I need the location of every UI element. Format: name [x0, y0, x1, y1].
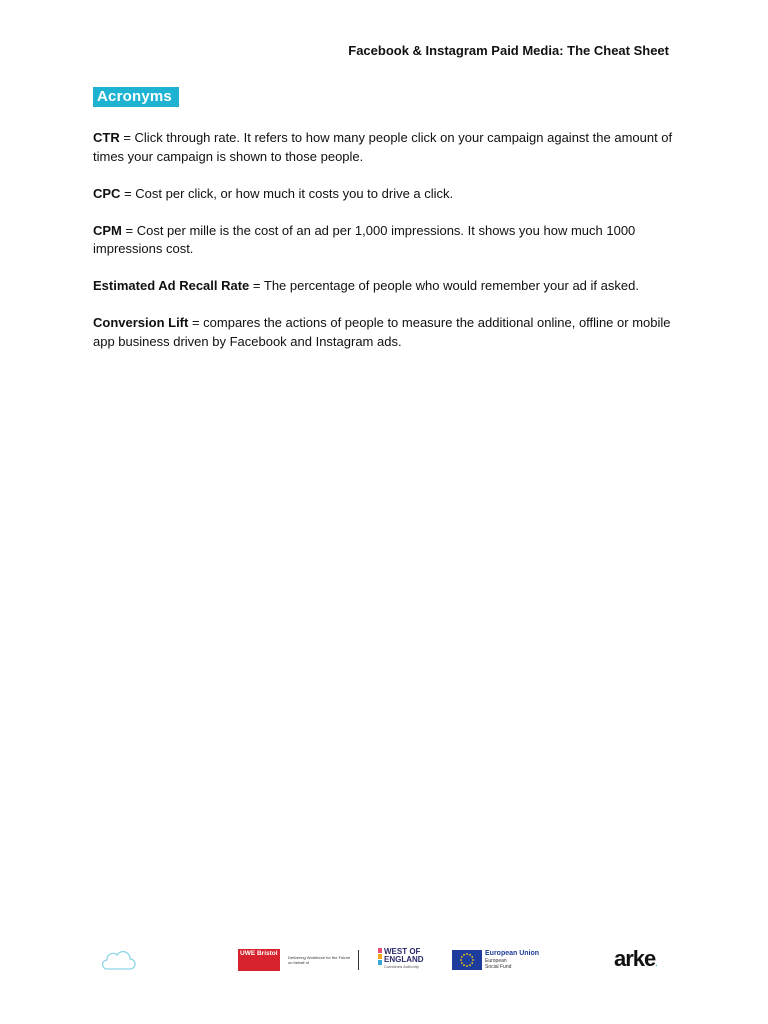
- woe-line2: ENGLAND: [384, 955, 424, 964]
- acronym-definition: = Click through rate. It refers to how many people click on your campaign against the amount of times your campaign is shown to those people.: [93, 130, 673, 164]
- west-of-england-logo: [378, 948, 424, 969]
- acronym-entry-cpc: [93, 185, 678, 204]
- arke-wordmark: arke: [614, 946, 656, 971]
- eu-line3: Social Fund: [485, 964, 512, 970]
- acronym-term: Conversion Lift: [93, 315, 189, 330]
- section-heading-acronyms: Acronyms: [93, 87, 179, 107]
- european-union-logo: [452, 950, 539, 970]
- footer-logos: [0, 940, 768, 984]
- arke-dot: .: [655, 959, 657, 968]
- woe-line1: WEST OF: [384, 947, 421, 956]
- acronym-term: Estimated Ad Recall Rate: [93, 278, 250, 293]
- arke-logo: [614, 946, 657, 972]
- eu-line2: European: [485, 958, 507, 964]
- acronym-entry-conversion-lift: [93, 314, 678, 351]
- acronym-term: CPC: [93, 185, 121, 201]
- eu-flag-icon: [452, 950, 482, 970]
- eu-name: European Union: [485, 950, 540, 957]
- uwe-tagline: Delivering Workforce for the Future on behalf of: [288, 955, 351, 965]
- acronym-entry-cpm: [93, 222, 678, 259]
- acronym-entry-ctr: [93, 129, 678, 166]
- acronym-definition: = Cost per click, or how much it costs you to drive a click.: [120, 185, 454, 201]
- acronym-term: CTR: [93, 130, 120, 145]
- acronym-list: [93, 129, 678, 370]
- logo-divider: [358, 950, 359, 970]
- document-title: Facebook & Instagram Paid Media: The Cheat Sheet: [348, 43, 669, 58]
- acronym-definition: = Cost per mille is the cost of an ad per 1,000 impressions. It shows you how much 1000 impressions cost.: [93, 222, 636, 256]
- woe-sub: Combined Authority: [384, 964, 419, 969]
- acronym-term: CPM: [93, 222, 122, 238]
- acronym-definition: = compares the actions of people to measure the additional online, offline or mobile app business driven by Facebook and Instagram ads.: [93, 315, 671, 349]
- uwe-bristol-mark: UWE Bristol: [238, 949, 280, 971]
- woe-color-bars: [378, 948, 382, 969]
- acronym-entry-ad-recall: [93, 277, 678, 296]
- cloud-icon: [100, 948, 136, 972]
- acronym-definition: = The percentage of people who would remember your ad if asked.: [249, 278, 639, 293]
- uwe-bristol-logo: [238, 949, 359, 971]
